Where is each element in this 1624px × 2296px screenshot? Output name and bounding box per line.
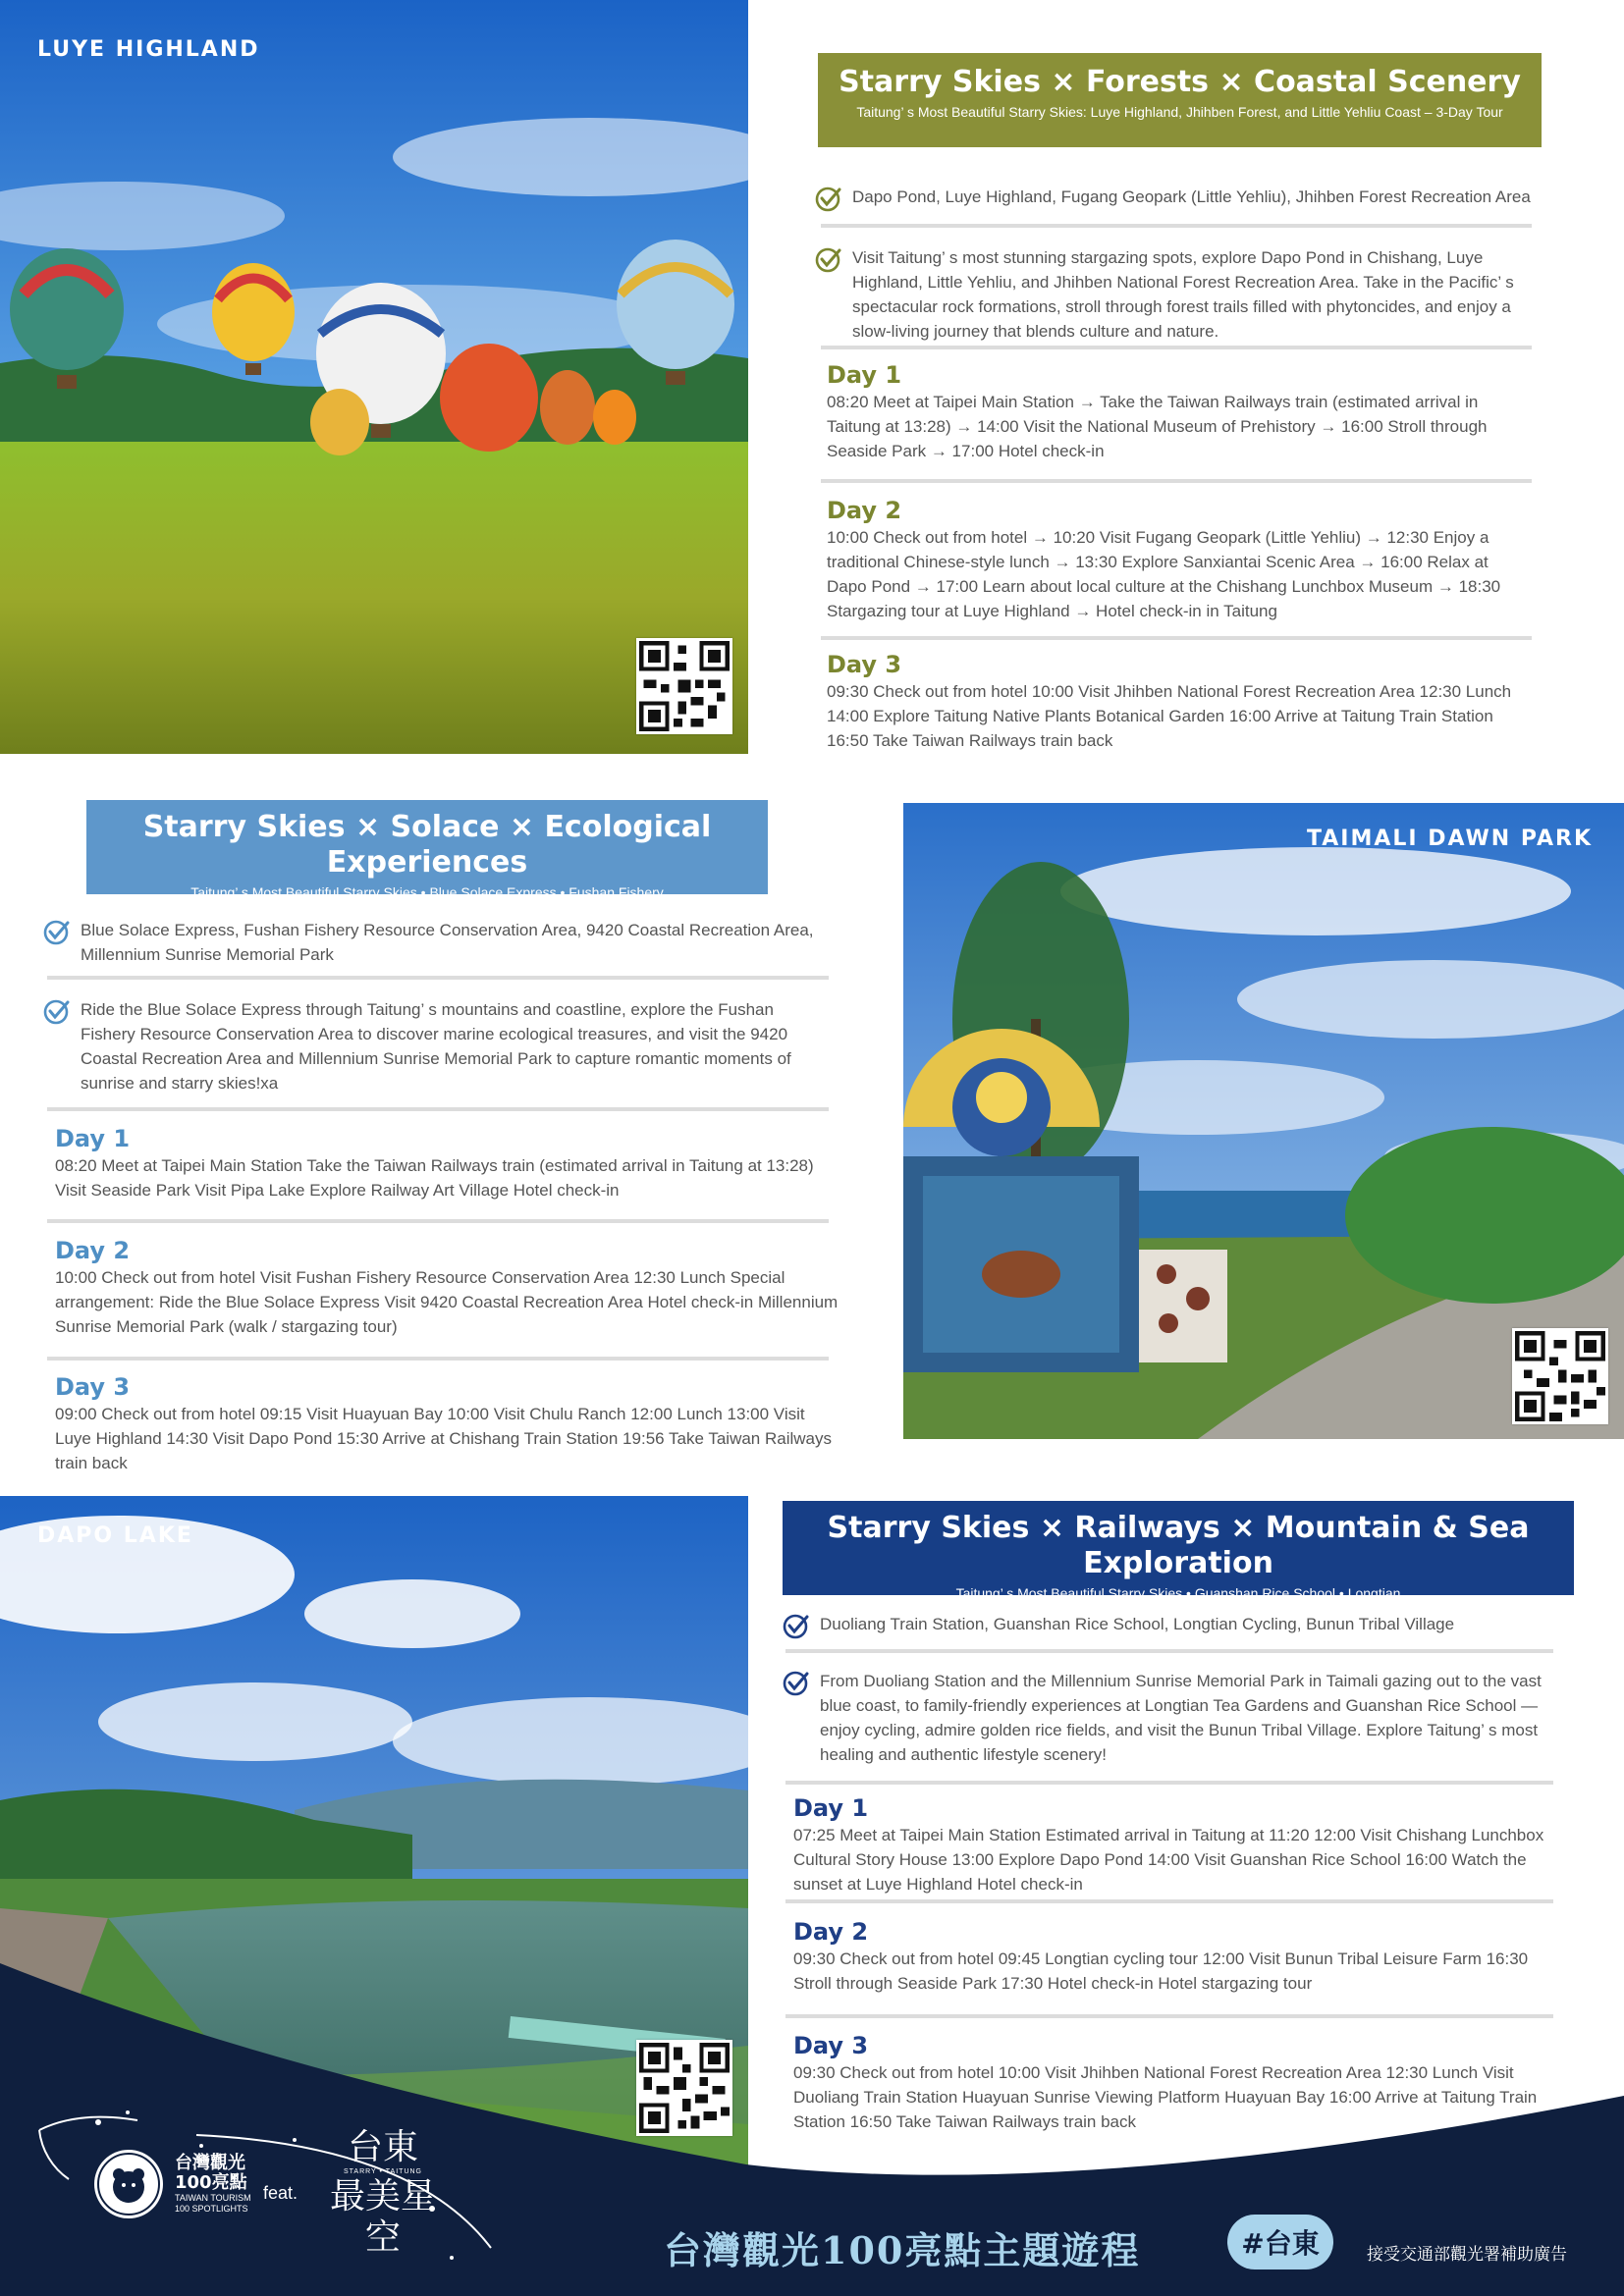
day-itinerary: 09:00 Check out from hotel 09:15 Visit Huayuan Bay 10:00 Visit Chulu Ranch 12:00 Lunch 13:00 Visit Luye Highland 14:30 Visit Dapo Pond 15:30 Arrive at Chishang Train Station 19:56 Take Taiwan Railways train back — [55, 1405, 832, 1472]
day-itinerary: 08:20 Meet at Taipei Main Station → Take the Taiwan Railways train (estimated arrival in Taitung at 13:28) → 14:00 Visit the National Museum of Prehistory → 16:00 Stroll through Seaside Park → 17:00 Hotel check-in — [827, 393, 1488, 460]
divider — [47, 976, 829, 980]
divider — [47, 1107, 829, 1111]
bear-mascot-icon — [94, 2150, 163, 2218]
day-heading: Day 1 — [55, 1125, 131, 1152]
qr-code-taimali[interactable] — [1512, 1328, 1608, 1424]
section1-day-2 — [827, 496, 1519, 623]
section3-banner — [783, 1501, 1574, 1618]
day-heading: Day 3 — [827, 651, 902, 678]
checkmark-icon — [815, 185, 842, 212]
logo-en-2: 100 SPOTLIGHTS — [175, 2204, 248, 2214]
section3-subtitle: Taitung’ s Most Beautiful Starry Skies • Guanshan Rice School • Longtian Leisure Walk • Duoliang Station • Taimali Coast – 3-Day Tour — [955, 1585, 1401, 1618]
day-itinerary: 10:00 Check out from hotel Visit Fushan Fishery Resource Conservation Area 12:30 Lunch Special arrangement: Ride the Blue Solace Express Visit 9420 Coastal Recreation Area Hotel check-in Millennium Sunrise Memorial Park (walk / stargazing tour) — [55, 1268, 839, 1336]
taiwan-tourism-logo — [94, 2150, 163, 2218]
section1-highlight-1 — [815, 185, 1542, 212]
section1-day-1 — [827, 360, 1519, 463]
day-itinerary: 09:30 Check out from hotel 10:00 Visit Jhihben National Forest Recreation Area 12:30 Lunch Visit Duoliang Train Station Huayuan Sunrise Viewing Platform Huayuan Bay 16:00 Arrive at Taitung Train Station 16:50 Take Taiwan Railways train back — [793, 2063, 1538, 2131]
checkmark-icon — [815, 245, 842, 273]
section1-title: Starry Skies × Forests × Coastal Scenery — [839, 65, 1521, 99]
section3-highlight-1 — [783, 1612, 1558, 1639]
sponsor-note: 接受交通部觀光署補助廣告 — [1367, 2245, 1567, 2264]
taimali-dawn-park-photo — [903, 803, 1624, 1439]
day-heading: Day 3 — [793, 2032, 869, 2059]
section2-highlight-2 — [43, 997, 829, 1095]
section3-day-1 — [793, 1793, 1559, 1896]
day-itinerary: 08:20 Meet at Taipei Main Station Take the Taiwan Railways train (estimated arrival in Taitung at 13:28) Visit Seaside Park Visit Pipa Lake Explore Railway Art Village Hotel check-in — [55, 1156, 814, 1200]
section1-banner — [818, 53, 1542, 147]
section1-highlight-1-text: Dapo Pond, Luye Highland, Fugang Geopark (Little Yehliu), Jhihben Forest Recreation Area — [852, 187, 1531, 206]
divider — [821, 636, 1532, 640]
day-itinerary: 09:30 Check out from hotel 10:00 Visit Jhihben National Forest Recreation Area 12:30 Lunch 14:00 Explore Taitung Native Plants Botanical Garden 16:00 Arrive at Taitung Train Station 16:50 Take Taiwan Railways train back — [827, 682, 1512, 750]
checkmark-icon — [783, 1612, 810, 1639]
day-heading: Day 2 — [55, 1237, 131, 1264]
section2-day-1 — [55, 1124, 840, 1202]
checkmark-icon — [43, 997, 71, 1025]
day-heading: Day 2 — [827, 497, 902, 524]
feat-text: feat. — [263, 2183, 298, 2203]
divider — [785, 1899, 1553, 1903]
divider — [821, 346, 1532, 349]
divider — [785, 1781, 1553, 1785]
logo-text-block — [175, 2154, 251, 2215]
starry-taitung-brand — [324, 2128, 442, 2259]
day-heading: Day 1 — [793, 1794, 869, 1822]
checkmark-icon — [43, 918, 71, 945]
section3-highlight-2 — [783, 1669, 1558, 1767]
section1-day-3 — [827, 650, 1519, 753]
section2-banner — [86, 800, 768, 917]
day-heading: Day 2 — [793, 1918, 869, 1946]
hashtag-text: #台東 — [1241, 2227, 1320, 2260]
hashtag-badge — [1227, 2215, 1333, 2269]
logo-line-2: 100亮點 — [175, 2172, 247, 2193]
checkmark-icon — [783, 1669, 810, 1696]
day-itinerary: 07:25 Meet at Taipei Main Station Estimated arrival in Taitung at 11:20 12:00 Visit Chishang Lunchbox Cultural Story House 13:00 Explore Dapo Pond 14:00 Visit Guanshan Rice School 16:00 Watch the sunset at Luye Highland Hotel check-in — [793, 1826, 1544, 1894]
section2-highlight-2-text: Ride the Blue Solace Express through Taitung’ s mountains and coastline, explore the Fushan Fishery Resource Conservation Area to discover marine ecological treasures, and visit the 9420 Coastal Recreation Area and Millennium Sunrise Memorial Park to capture romantic moments of sunrise and starry skies!xa — [81, 1000, 791, 1093]
divider — [821, 224, 1532, 228]
brand-top: 台東 — [347, 2127, 418, 2167]
day-itinerary: 09:30 Check out from hotel 09:45 Longtian cycling tour 12:00 Visit Bunun Tribal Leisure Farm 16:30 Stroll through Seaside Park 17:30 Hotel check-in Hotel stargazing tour — [793, 1949, 1529, 1993]
section2-highlight-1 — [43, 918, 829, 967]
day-heading: Day 3 — [55, 1373, 131, 1401]
section2-title: Starry Skies × Solace × Ecological Experiences — [142, 810, 712, 880]
divider — [47, 1219, 829, 1223]
day-heading: Day 1 — [827, 361, 902, 389]
logo-en-1: TAIWAN TOURISM — [175, 2193, 251, 2203]
divider — [821, 479, 1532, 483]
divider — [47, 1357, 829, 1361]
section2-day-2 — [55, 1236, 840, 1339]
brand-tiny: STARRY • TAITUNG — [343, 2168, 423, 2175]
section1-highlight-2-text: Visit Taitung’ s most stunning stargazing spots, explore Dapo Pond in Chishang, Luye Highland, Little Yehliu, and Jhihben National Forest Recreation Area. Take in the Pacific’ s spectacular rock formations, stroll through forest trails filled with phytoncides, and enjoy a slow-living journey that blends culture and nature. — [852, 248, 1514, 341]
brand-bottom: 最美星空 — [329, 2176, 436, 2258]
section3-highlight-1-text: Duoliang Train Station, Guanshan Rice School, Longtian Cycling, Bunun Tribal Village — [820, 1615, 1455, 1633]
section2-highlight-1-text: Blue Solace Express, Fushan Fishery Resource Conservation Area, 9420 Coastal Recreation Area, Millennium Sunrise Memorial Park — [81, 921, 814, 964]
divider — [785, 1649, 1553, 1653]
day-itinerary: 10:00 Check out from hotel → 10:20 Visit Fugang Geopark (Little Yehliu) → 12:30 Enjoy a traditional Chinese-style lunch → 13:30 Explore Sanxiantai Scenic Area → 16:00 Relax at Dapo Pond → 17:00 Learn about local culture at the Chishang Lunchbox Museum → 18:30 Stargazing tour at Luye Highland → Hotel check-in in Taitung — [827, 528, 1501, 620]
qr-code-luye[interactable] — [636, 638, 732, 734]
photo-label-luye-highland: LUYE HIGHLAND — [37, 37, 260, 62]
luye-highland-photo — [0, 0, 748, 754]
photo-label-dapo-lake: DAPO LAKE — [37, 1523, 193, 1548]
section3-title: Starry Skies × Railways × Mountain & Sea Exploration — [827, 1511, 1530, 1580]
footer-headline: 台灣觀光100亮點主題遊程 — [664, 2228, 1141, 2272]
section1-subtitle: Taitung’ s Most Beautiful Starry Skies: Luye Highland, Jhihben Forest, and Little Yehliu Coast – 3-Day Tour — [856, 104, 1503, 120]
section2-day-3 — [55, 1372, 840, 1475]
photo-label-taimali: TAIMALI DAWN PARK — [1306, 827, 1593, 851]
section3-highlight-2-text: From Duoliang Station and the Millennium Sunrise Memorial Park in Taimali gazing out to the vast blue coast, to family-friendly experiences at Longtian Tea Gardens and Guanshan Rice School — enjoy cycling, admire golden rice fields, and visit the Bunun Tribal Village. Explore Taitung’ s most healing and authentic lifestyle scenery! — [820, 1672, 1542, 1764]
section1-highlight-2 — [815, 245, 1542, 344]
logo-line-1: 台灣觀光 — [175, 2153, 245, 2173]
section2-subtitle: Taitung’ s Most Beautiful Starry Skies • Blue Solace Express • Fushan Fishery Conservation • Huayuan Bay • Dapo Pond — 3-Day Tour — [190, 884, 664, 917]
